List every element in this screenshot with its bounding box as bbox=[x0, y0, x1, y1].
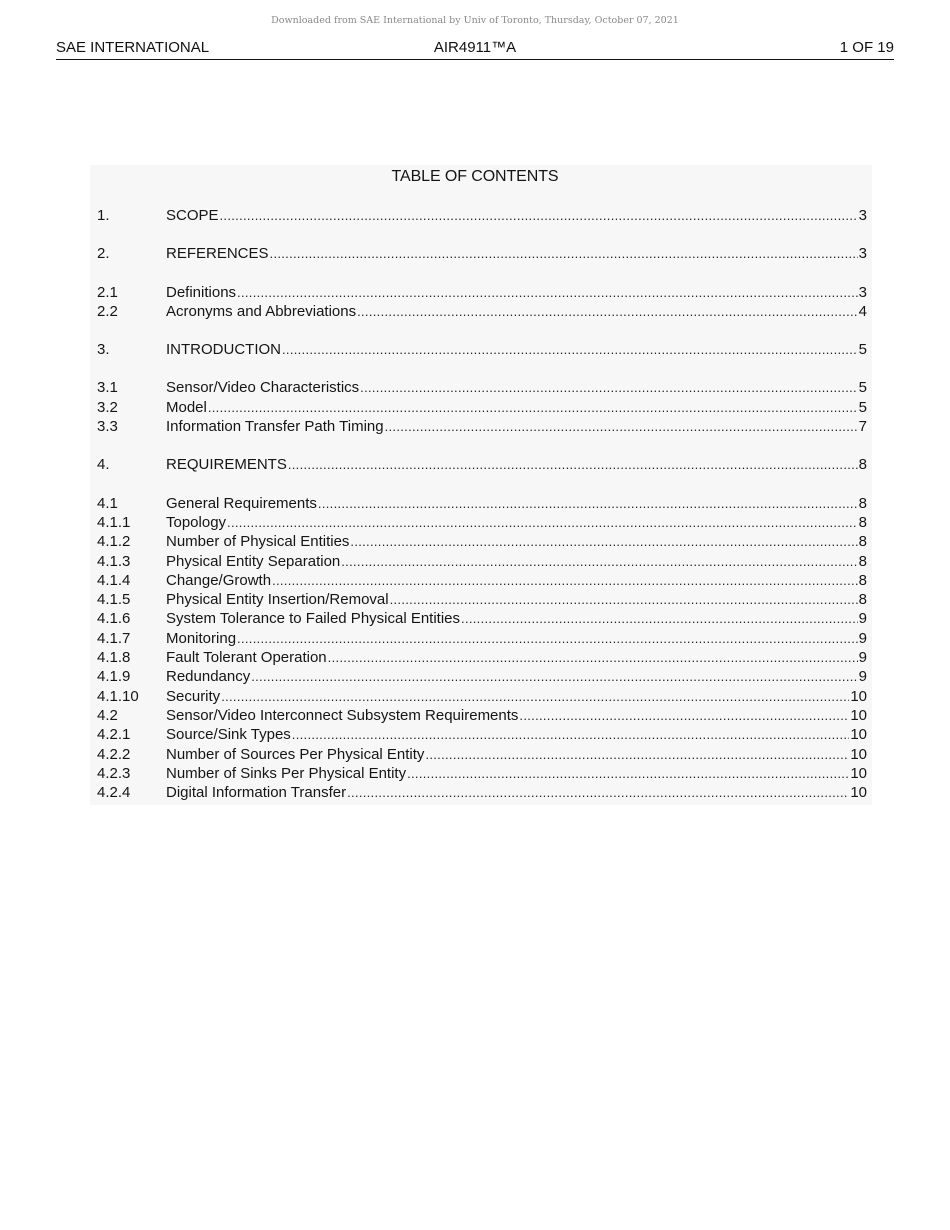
toc-entry-number: 4.1.7 bbox=[97, 629, 131, 647]
dot-leader bbox=[357, 302, 858, 321]
toc-entry[interactable] bbox=[97, 552, 867, 571]
dot-leader bbox=[227, 513, 858, 532]
toc-entry-label: Security bbox=[166, 687, 221, 705]
dot-leader bbox=[288, 455, 858, 474]
toc-entry-number: 4. bbox=[97, 456, 110, 474]
toc-entry-page: 10 bbox=[850, 726, 867, 744]
toc-entry-page: 9 bbox=[858, 610, 867, 628]
toc-entry-page: 8 bbox=[858, 513, 867, 531]
toc-entry-label: Information Transfer Path Timing bbox=[166, 418, 384, 436]
toc-entry-page: 4 bbox=[858, 302, 867, 320]
toc-entry-label: REQUIREMENTS bbox=[166, 456, 287, 474]
toc-entry-number: 4.1.4 bbox=[97, 571, 131, 589]
toc-entry[interactable] bbox=[97, 302, 867, 321]
document-number: AIR4911™A bbox=[433, 39, 517, 56]
dot-leader bbox=[347, 783, 849, 802]
toc-entry-number: 4.1.5 bbox=[97, 591, 131, 609]
toc-entry-number: 2.1 bbox=[97, 283, 118, 301]
toc-entry[interactable] bbox=[97, 513, 867, 532]
dot-leader bbox=[350, 532, 857, 551]
toc-entry-label: Number of Physical Entities bbox=[166, 533, 350, 551]
toc-entry-label: Topology bbox=[166, 513, 227, 531]
toc-entry-label: Number of Sinks Per Physical Entity bbox=[166, 764, 407, 782]
toc-entry-page: 9 bbox=[858, 629, 867, 647]
toc-entry[interactable] bbox=[97, 725, 867, 744]
page-indicator: 1 OF 19 bbox=[839, 39, 894, 56]
toc-entry[interactable] bbox=[97, 494, 867, 513]
toc-entry-label: Redundancy bbox=[166, 668, 251, 686]
dot-leader bbox=[282, 340, 858, 359]
toc-entry-number: 4.1.8 bbox=[97, 649, 131, 667]
dot-leader bbox=[220, 206, 858, 225]
toc-entry[interactable] bbox=[97, 706, 867, 725]
toc-entry-number: 4.2.1 bbox=[97, 726, 131, 744]
toc-entry-number: 4.1.6 bbox=[97, 610, 131, 628]
dot-leader bbox=[328, 648, 858, 667]
toc-entry-label: Acronyms and Abbreviations bbox=[166, 302, 357, 320]
dot-leader bbox=[292, 725, 850, 744]
toc-entry-page: 5 bbox=[858, 341, 867, 359]
dot-leader bbox=[237, 283, 858, 302]
toc-entry[interactable] bbox=[97, 609, 867, 628]
toc-entry-label: System Tolerance to Failed Physical Entities bbox=[166, 610, 461, 628]
toc-entry-label: Model bbox=[166, 398, 207, 416]
toc-entry-label: Sensor/Video Interconnect Subsystem Requirements bbox=[166, 706, 519, 724]
toc-entry-number: 3.3 bbox=[97, 418, 118, 436]
toc-entry-number: 3. bbox=[97, 341, 110, 359]
toc-entry-label: Fault Tolerant Operation bbox=[166, 649, 327, 667]
dot-leader bbox=[318, 494, 858, 513]
toc-entry-page: 8 bbox=[858, 533, 867, 551]
toc-entry[interactable] bbox=[97, 455, 867, 474]
toc-entry-number: 3.2 bbox=[97, 398, 118, 416]
toc-entry-page: 8 bbox=[858, 494, 867, 512]
toc-entry-page: 8 bbox=[858, 591, 867, 609]
toc-entry[interactable] bbox=[97, 648, 867, 667]
dot-leader bbox=[237, 629, 858, 648]
toc-entry-page: 3 bbox=[858, 207, 867, 224]
toc-entry-page: 5 bbox=[858, 379, 867, 397]
dot-leader bbox=[208, 398, 858, 417]
toc-entry-label: REFERENCES bbox=[166, 245, 269, 263]
toc-entry-number: 4.2.4 bbox=[97, 784, 131, 802]
toc-entry-number: 4.1.3 bbox=[97, 552, 131, 570]
toc-entry-page: 8 bbox=[858, 571, 867, 589]
toc-entry[interactable] bbox=[97, 687, 867, 706]
toc-entry-label: Sensor/Video Characteristics bbox=[166, 379, 360, 397]
toc-entry[interactable] bbox=[97, 783, 867, 802]
toc-entry[interactable] bbox=[97, 206, 867, 225]
dot-leader bbox=[272, 571, 858, 590]
toc-title: TABLE OF CONTENTS bbox=[391, 168, 559, 185]
toc-entry-page: 8 bbox=[858, 552, 867, 570]
toc-entry-label: General Requirements bbox=[166, 494, 317, 512]
toc-entry-number: 4.1.9 bbox=[97, 668, 131, 686]
toc-entry-number: 1. bbox=[97, 207, 110, 224]
toc-entry-label: SCOPE bbox=[166, 207, 219, 224]
toc-entry[interactable] bbox=[97, 571, 867, 590]
toc-entry-page: 3 bbox=[858, 283, 867, 301]
toc-entry[interactable] bbox=[97, 398, 867, 417]
toc-entry-label: Change/Growth bbox=[166, 571, 272, 589]
toc-entry[interactable] bbox=[97, 283, 867, 302]
toc-list bbox=[97, 206, 867, 802]
download-watermark: Downloaded from SAE International by Univ of Toronto, Thursday, October 07, 2021 bbox=[271, 15, 679, 26]
toc-entry-number: 4.2 bbox=[97, 706, 118, 724]
toc-entry-number: 4.1 bbox=[97, 494, 118, 512]
dot-leader bbox=[270, 244, 858, 263]
toc-entry-label: INTRODUCTION bbox=[166, 341, 281, 359]
toc-entry[interactable] bbox=[97, 667, 867, 686]
dot-leader bbox=[407, 764, 849, 783]
toc-entry-page: 3 bbox=[858, 245, 867, 263]
toc-entry[interactable] bbox=[97, 244, 867, 263]
toc-entry-label: Source/Sink Types bbox=[166, 726, 291, 744]
toc-entry-label: Monitoring bbox=[166, 629, 237, 647]
toc-entry-number: 4.1.1 bbox=[97, 513, 131, 531]
dot-leader bbox=[390, 590, 858, 609]
page-header bbox=[56, 38, 894, 60]
toc-entry-page: 10 bbox=[850, 745, 867, 763]
toc-entry-page: 9 bbox=[858, 649, 867, 667]
toc-entry-page: 10 bbox=[850, 784, 867, 802]
toc-entry-number: 4.1.10 bbox=[97, 687, 139, 705]
toc-entry-number: 3.1 bbox=[97, 379, 118, 397]
dot-leader bbox=[519, 706, 849, 725]
toc-entry-label: Number of Sources Per Physical Entity bbox=[166, 745, 425, 763]
toc-entry-label: Physical Entity Insertion/Removal bbox=[166, 591, 389, 609]
dot-leader bbox=[360, 378, 858, 397]
dot-leader bbox=[221, 687, 849, 706]
toc-entry[interactable] bbox=[97, 378, 867, 397]
dot-leader bbox=[385, 417, 858, 436]
toc-entry-page: 9 bbox=[858, 668, 867, 686]
toc-entry-number: 4.2.3 bbox=[97, 764, 131, 782]
toc-entry-page: 10 bbox=[850, 706, 867, 724]
toc-entry-page: 7 bbox=[858, 418, 867, 436]
toc-entry-number: 4.2.2 bbox=[97, 745, 131, 763]
toc-entry-page: 10 bbox=[850, 764, 867, 782]
toc-entry-label: Definitions bbox=[166, 283, 237, 301]
toc-entry[interactable] bbox=[97, 417, 867, 436]
toc-entry-page: 8 bbox=[858, 456, 867, 474]
dot-leader bbox=[461, 609, 858, 628]
toc-entry[interactable] bbox=[97, 629, 867, 648]
toc-entry-label: Physical Entity Separation bbox=[166, 552, 341, 570]
toc-entry-page: 5 bbox=[858, 398, 867, 416]
toc-entry-number: 2. bbox=[97, 245, 110, 263]
dot-leader bbox=[251, 667, 857, 686]
toc-entry[interactable] bbox=[97, 532, 867, 551]
toc-entry[interactable] bbox=[97, 340, 867, 359]
toc-entry[interactable] bbox=[97, 590, 867, 609]
publisher-name: SAE INTERNATIONAL bbox=[56, 39, 210, 56]
toc-entry-label: Digital Information Transfer bbox=[166, 784, 347, 802]
toc-entry[interactable] bbox=[97, 745, 867, 764]
toc-entry-number: 2.2 bbox=[97, 302, 118, 320]
toc-entry-page: 10 bbox=[850, 687, 867, 705]
dot-leader bbox=[341, 552, 857, 571]
toc-entry-number: 4.1.2 bbox=[97, 533, 131, 551]
toc-entry[interactable] bbox=[97, 764, 867, 783]
dot-leader bbox=[425, 745, 849, 764]
